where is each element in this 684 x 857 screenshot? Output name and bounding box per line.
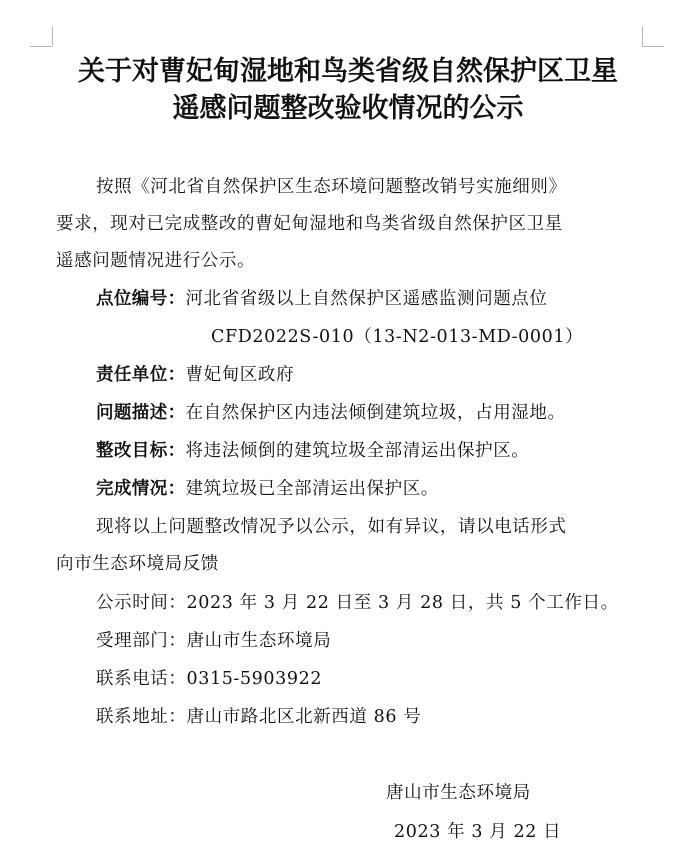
- contact-address-row: [96, 705, 421, 729]
- rectification-goal-value: 将违法倾倒的建筑垃圾全部清运出保护区。: [185, 441, 530, 461]
- intro-line-2: 要求，现对已完成整改的曹妃甸湿地和鸟类省级自然保护区卫星: [56, 214, 563, 234]
- publicity-time-label: 公示时间：: [96, 593, 187, 613]
- problem-description-label: 问题描述：: [96, 403, 186, 423]
- receiving-department-value: 唐山市生态环境局: [186, 631, 332, 651]
- notice-line-1: 现将以上问题整改情况予以公示，如有异议，请以电话形式: [96, 517, 567, 537]
- point-number-code: CFD2022S-010（13-N2-013-MD-0001）: [211, 327, 584, 347]
- signature-organization: 唐山市生态环境局: [386, 783, 531, 803]
- point-number-value: 河北省省级以上自然保护区遥感监测问题点位: [185, 289, 548, 309]
- publicity-time-value: 2023 年 3 月 22 日至 3 月 28 日，共 5 个工作日。: [186, 593, 619, 613]
- intro-line-3: 遥感问题情况进行公示。: [56, 251, 256, 271]
- page-corner-mark-top-left: [30, 46, 52, 47]
- intro-line-1: 按照《河北省自然保护区生态环境问题整改销号实施细则》: [96, 177, 567, 197]
- page-corner-mark-top-right-vertical: [642, 26, 643, 46]
- receiving-department-row: [96, 629, 331, 653]
- completion-status-value: 建筑垃圾已全部清运出保护区。: [185, 479, 439, 499]
- rectification-goal-row: [96, 439, 529, 463]
- responsible-unit-row: [96, 363, 294, 387]
- point-number-row: [96, 287, 548, 311]
- point-number-label: 点位编号：: [96, 289, 186, 309]
- contact-address-value: 唐山市路北区北新西道 86 号: [186, 707, 422, 727]
- contact-phone-row: [96, 667, 322, 691]
- contact-phone-value: 0315-5903922: [186, 669, 323, 689]
- page-corner-mark-top-right: [642, 46, 664, 47]
- problem-description-value: 在自然保护区内违法倾倒建筑垃圾，占用湿地。: [185, 403, 566, 423]
- document-title-line-1: 关于对曹妃甸湿地和鸟类省级自然保护区卫星: [78, 56, 618, 87]
- signature-date: 2023 年 3 月 22 日: [394, 822, 562, 842]
- document-title-line-2: 遥感问题整改验收情况的公示: [172, 93, 524, 124]
- rectification-goal-label: 整改目标：: [96, 441, 186, 461]
- problem-description-row: [96, 401, 566, 425]
- receiving-department-label: 受理部门：: [96, 631, 187, 651]
- notice-line-2: 向市生态环境局反馈: [56, 554, 219, 574]
- publicity-time-row: [96, 591, 619, 615]
- completion-status-label: 完成情况：: [96, 479, 186, 499]
- completion-status-row: [96, 477, 439, 501]
- responsible-unit-value: 曹妃甸区政府: [185, 365, 295, 385]
- contact-phone-label: 联系电话：: [96, 669, 187, 689]
- responsible-unit-label: 责任单位：: [96, 365, 186, 385]
- page-corner-mark-top-left-vertical: [52, 26, 53, 46]
- contact-address-label: 联系地址：: [96, 707, 187, 727]
